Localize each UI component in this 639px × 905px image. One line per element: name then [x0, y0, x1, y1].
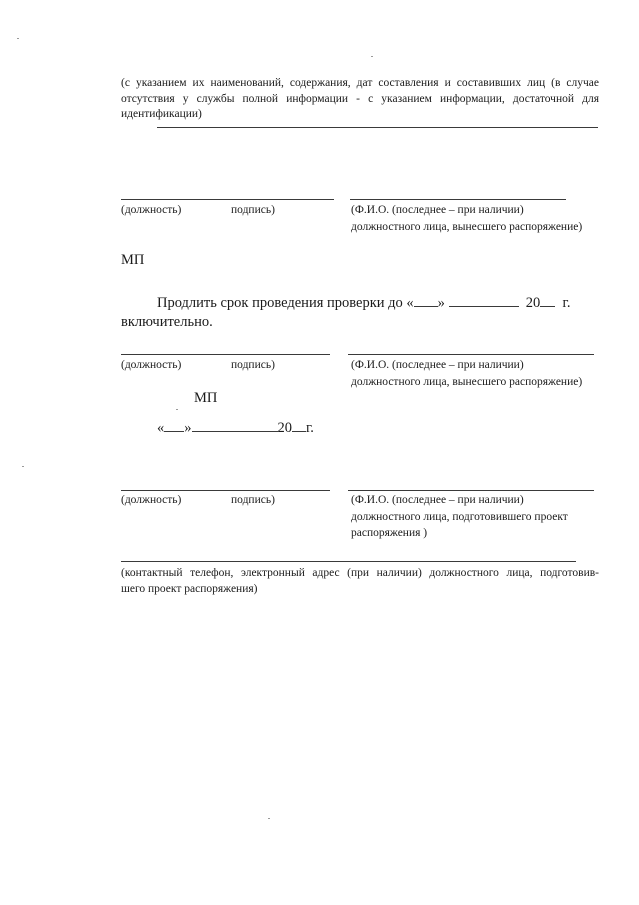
scan-speck [371, 56, 373, 57]
extend-line-2: включительно. [121, 314, 213, 330]
date-month-blank [192, 420, 278, 432]
sign2-fio-label: (Ф.И.О. (последнее – при наличии) [351, 359, 524, 371]
contact-line-1: (контактный телефон, электронный адрес (при наличии) должностного лица, подготовив- [121, 567, 599, 579]
date-line [157, 420, 314, 437]
extend-quote-close: » [437, 295, 445, 311]
sign2-position-label: (должность) [121, 359, 182, 371]
contact-fill-line [121, 561, 576, 562]
sign3-signature-label: подпись) [231, 494, 275, 506]
date-year-blank [292, 420, 306, 432]
day-blank [414, 295, 438, 307]
sign1-fio-label: (Ф.И.О. (последнее – при наличии) [351, 204, 524, 216]
sign3-fio-description: должностного лица, подготовившего проект [351, 511, 568, 523]
extend-year: 20 [525, 295, 541, 311]
date-year: 20 [277, 420, 292, 436]
date-close-quote: » [184, 420, 192, 436]
extend-sentence [157, 295, 570, 312]
scan-speck [17, 38, 19, 39]
scan-speck [268, 818, 270, 819]
fio-line [350, 199, 566, 200]
scan-speck [22, 466, 24, 467]
sign1-position-label: (должность) [121, 204, 182, 216]
intro-line-2: отсутствия у службы полной информации - с указанием информации, достаточной для [121, 93, 599, 105]
sign3-fio-description-end: распоряжения ) [351, 527, 428, 539]
fill-line [157, 127, 598, 128]
fio-line [348, 490, 594, 491]
sign3-fio-label: (Ф.И.О. (последнее – при наличии) [351, 494, 524, 506]
date-day-blank [164, 420, 184, 432]
extend-prefix: Продлить срок проведения проверки до « [157, 295, 414, 311]
sign2-signature-label: подпись) [231, 359, 275, 371]
intro-line-1: (с указанием их наименований, содержания, дат составления и составивших лиц (в случае [121, 77, 599, 89]
sign3-position-label: (должность) [121, 494, 182, 506]
date-suffix: г. [306, 420, 314, 436]
month-blank [449, 295, 519, 307]
stamp-place-2: МП [194, 390, 218, 406]
fio-line [348, 354, 594, 355]
year-blank [540, 295, 555, 307]
sign1-fio-description: должностного лица, вынесшего распоряжение) [351, 221, 583, 233]
position-signature-line [121, 199, 334, 200]
sign1-signature-label: подпись) [231, 204, 275, 216]
contact-line-2: шего проект распоряжения) [121, 583, 258, 595]
sign2-fio-description: должностного лица, вынесшего распоряжение) [351, 376, 583, 388]
date-open-quote: « [157, 420, 165, 436]
position-signature-line [121, 490, 330, 491]
position-signature-line [121, 354, 330, 355]
stamp-place-1: МП [121, 252, 145, 268]
extend-suffix: г. [562, 295, 571, 311]
scan-speck [176, 409, 178, 410]
intro-line-3: идентификации) [121, 108, 202, 120]
